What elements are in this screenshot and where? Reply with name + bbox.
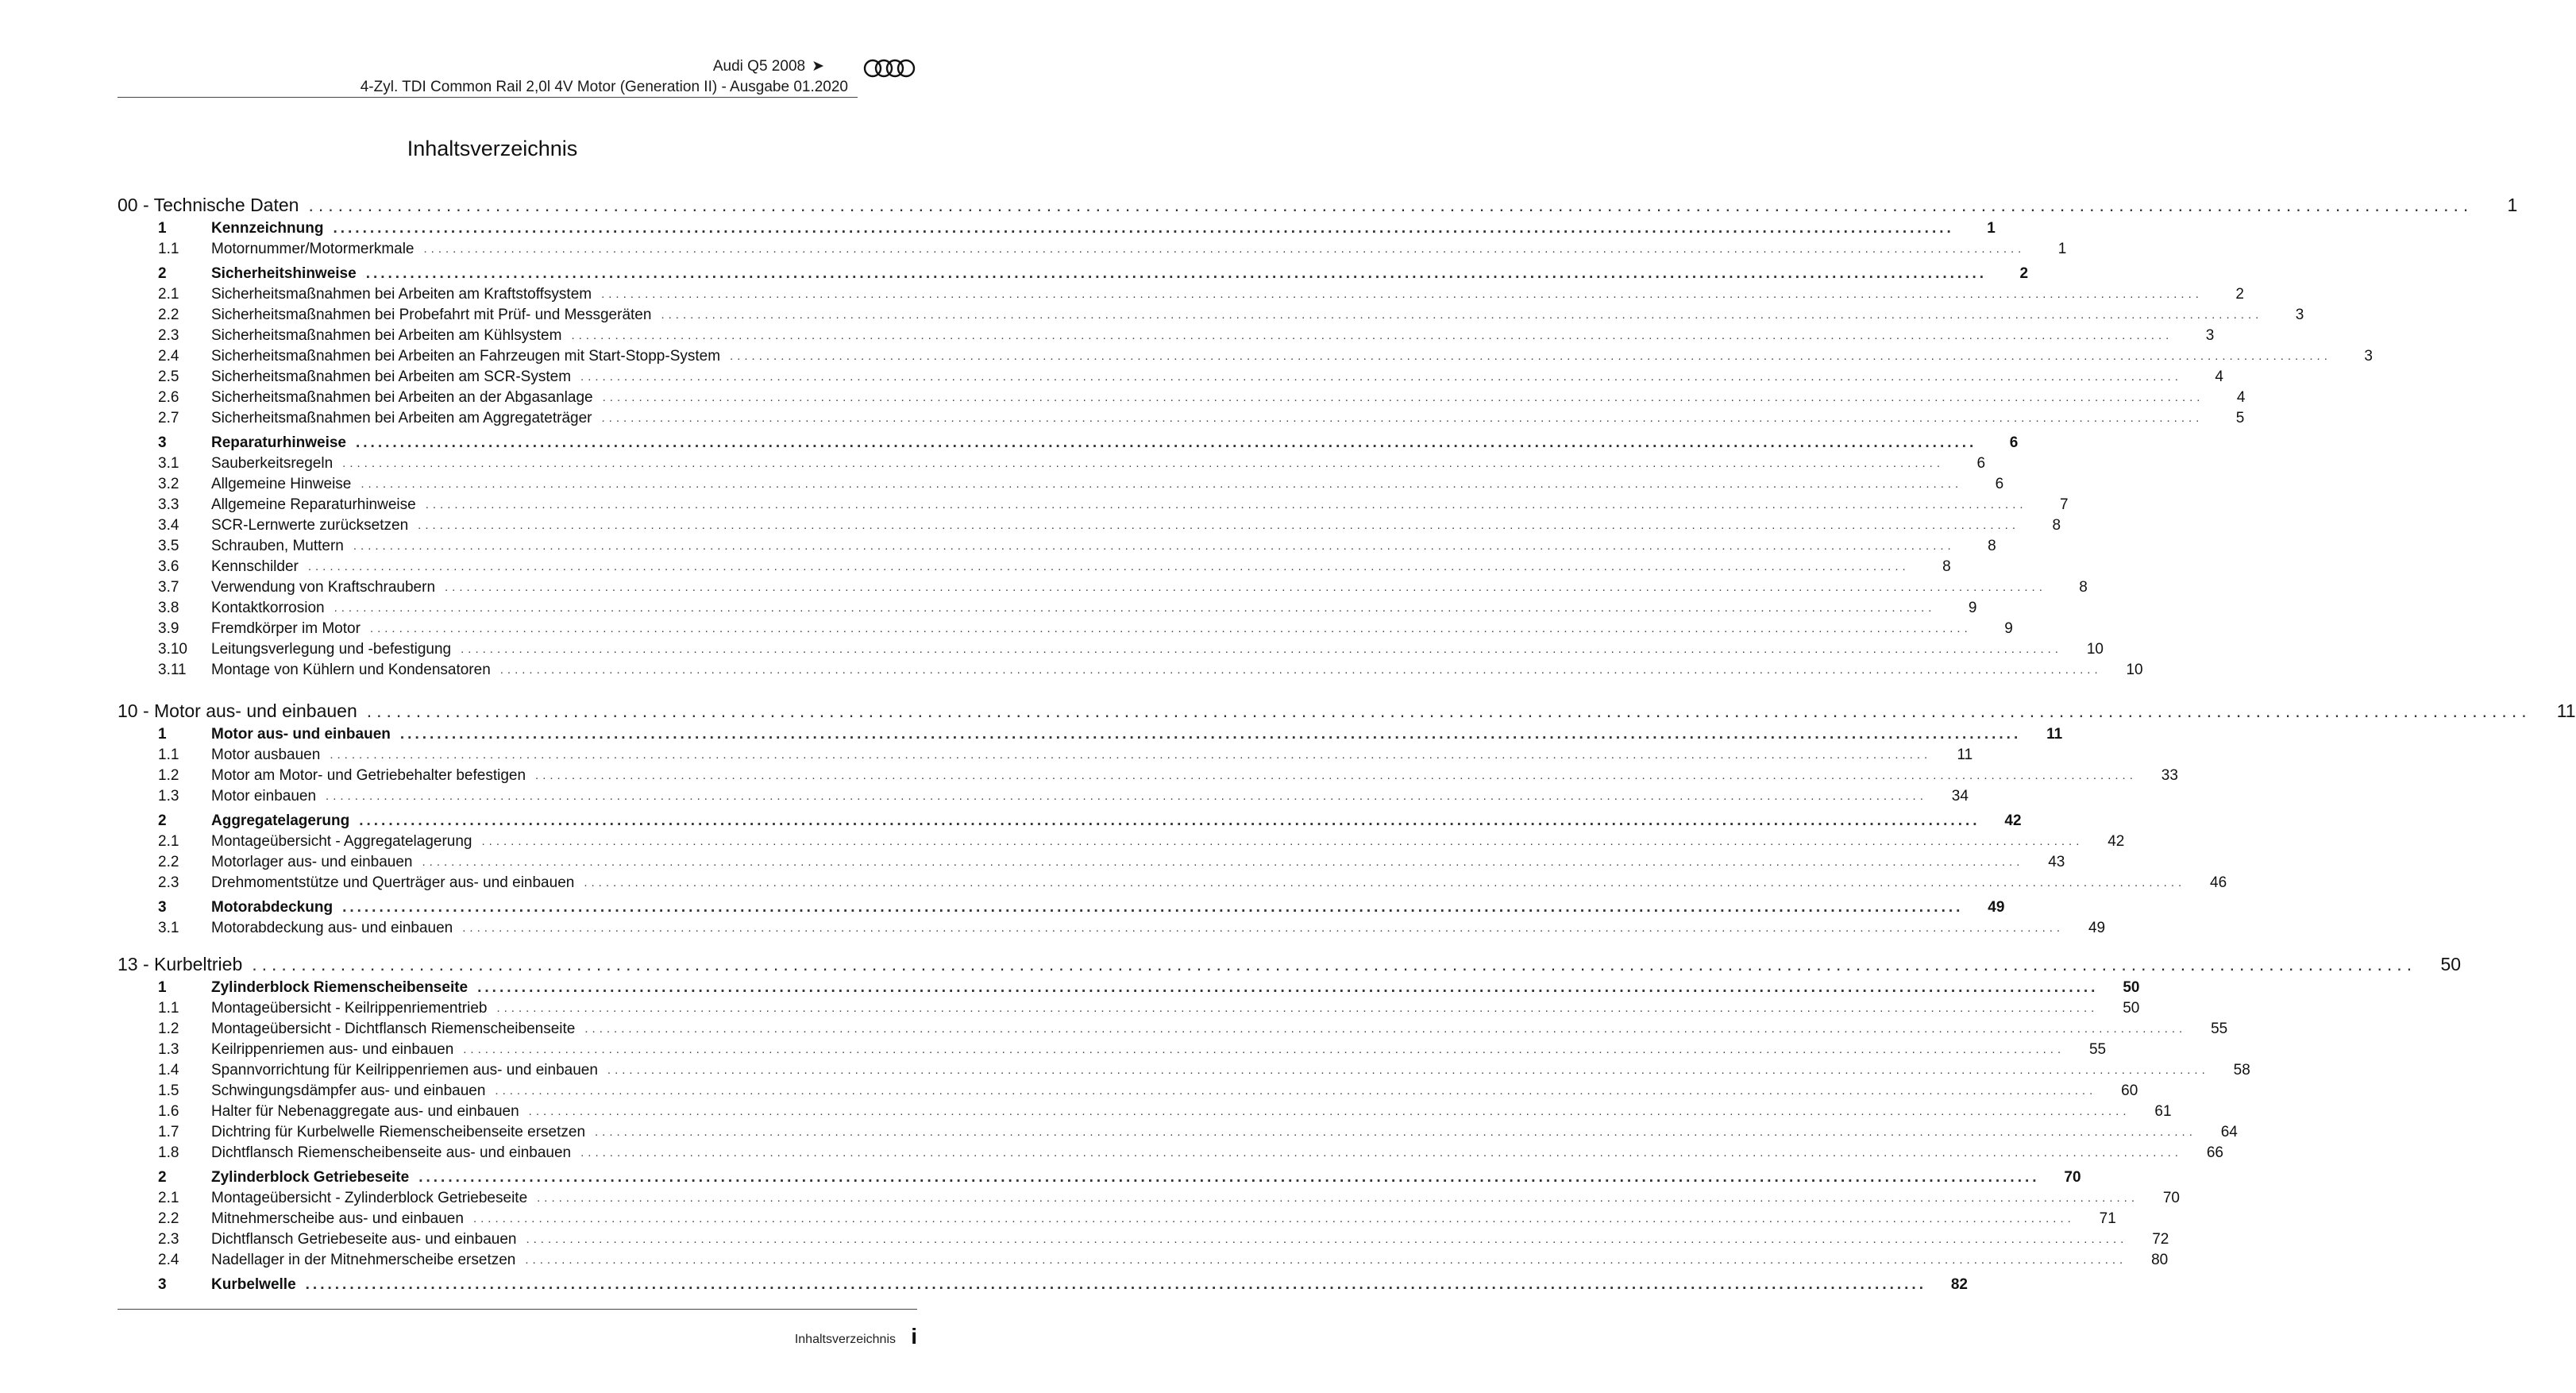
dot-leader: ............................................................................................................................................................................................................................ <box>461 642 2062 656</box>
footer-label: Inhaltsverzeichnis <box>794 1333 896 1346</box>
toc-entry-number: 2.1 <box>158 833 179 850</box>
toc-section-page: 1 <box>1987 220 1996 237</box>
toc-entry-label: Dichtring für Kurbelwelle Riemenscheibenseite ersetzen <box>211 1124 586 1140</box>
toc-entry-label: Sicherheitsmaßnahmen bei Arbeiten am SCR-System <box>211 369 572 385</box>
toc-section-label: Zylinderblock Getriebeseite <box>211 1169 410 1186</box>
toc-section-page: 70 <box>2064 1169 2081 1186</box>
toc-entry-page: 71 <box>2099 1210 2116 1227</box>
toc-entry-page: 8 <box>2052 517 2061 534</box>
toc-section[interactable] <box>158 1167 2081 1188</box>
dot-leader: ............................................................................................................................................................................................................................ <box>425 498 2027 511</box>
dot-leader: ............................................................................................................................................................................................................................ <box>330 748 1932 762</box>
toc-entry-label: Sicherheitsmaßnahmen bei Arbeiten an der Abgasanlage <box>211 389 593 406</box>
toc-section-page: 2 <box>2019 265 2029 282</box>
toc-entry[interactable] <box>158 852 2065 873</box>
toc-section-page: 6 <box>2009 434 2019 451</box>
toc-section-number: 2 <box>158 812 167 829</box>
toc-entry-number: 1.4 <box>158 1062 179 1079</box>
toc-section[interactable] <box>158 811 2022 832</box>
toc-entry[interactable] <box>158 453 1986 474</box>
toc-section-number: 2 <box>158 265 167 282</box>
toc-entry-label: Dichtflansch Riemenscheibenseite aus- und einbauen <box>211 1144 572 1161</box>
dot-leader: ............................................................................................................................................................................................................................ <box>252 954 2417 974</box>
dot-leader: ............................................................................................................................................................................................................................ <box>418 1169 2040 1186</box>
toc-section-page: 42 <box>2004 812 2022 829</box>
toc-entry-page: 49 <box>2088 920 2106 936</box>
toc-entry-label: Kennschilder <box>211 558 299 575</box>
dot-leader: ............................................................................................................................................................................................................................ <box>537 1191 2138 1205</box>
toc-section-number: 2 <box>158 1169 167 1186</box>
toc-entry-number: 3.5 <box>158 538 179 554</box>
dot-leader: ............................................................................................................................................................................................................................ <box>595 1125 2196 1139</box>
toc-entry-number: 1.1 <box>158 1000 179 1017</box>
toc-entry-label: Verwendung von Kraftschraubern <box>211 579 436 596</box>
toc-entry-label: Allgemeine Hinweise <box>211 476 352 492</box>
toc-entry-label: Kontaktkorrosion <box>211 600 325 616</box>
dot-leader: ............................................................................................................................................................................................................................ <box>418 519 2020 532</box>
dot-leader: ............................................................................................................................................................................................................................ <box>359 812 1980 829</box>
toc-entry-page: 10 <box>2086 641 2104 658</box>
toc-entry[interactable] <box>158 1209 2116 1229</box>
toc-entry[interactable] <box>158 577 2088 598</box>
toc-entry-number: 2.2 <box>158 854 179 870</box>
toc-section[interactable] <box>158 264 2029 284</box>
toc-entry-page: 3 <box>2364 348 2373 365</box>
toc-entry-number: 3.4 <box>158 517 179 534</box>
toc-entry-label: Leitungsverlegung und -befestigung <box>211 641 452 658</box>
toc-entry-page: 8 <box>1942 558 1951 575</box>
toc-section-number: 3 <box>158 899 167 916</box>
toc-entry[interactable] <box>158 536 1996 557</box>
toc-entry[interactable] <box>158 873 2227 893</box>
toc-entry-label: Sicherheitsmaßnahmen bei Arbeiten am Kühlsystem <box>211 327 562 344</box>
toc-entry-page: 33 <box>2161 767 2178 784</box>
dot-leader: ............................................................................................................................................................................................................................ <box>445 581 2046 594</box>
dot-leader: ............................................................................................................................................................................................................................ <box>481 835 2084 848</box>
toc-entry[interactable] <box>158 495 2069 515</box>
toc-chapter[interactable] <box>118 193 2518 217</box>
toc-entry[interactable] <box>158 832 2125 852</box>
dot-leader: ............................................................................................................................................................................................................................ <box>601 287 2203 301</box>
dot-leader: ............................................................................................................................................................................................................................ <box>333 220 1954 237</box>
toc-entry-page: 8 <box>2079 579 2088 596</box>
toc-entry-label: Montageübersicht - Keilrippenriementrieb <box>211 1000 488 1017</box>
dot-leader: ............................................................................................................................................................................................................................ <box>496 1001 2099 1015</box>
toc-section-number: 1 <box>158 979 167 996</box>
toc-section-page: 11 <box>2046 726 2063 743</box>
toc-entry[interactable] <box>158 766 2178 786</box>
footer-divider <box>118 1309 917 1310</box>
toc-entry-page: 9 <box>2004 620 2013 637</box>
toc-chapter[interactable] <box>118 699 2576 723</box>
toc-entry-label: Motor am Motor- und Getriebehalter befestigen <box>211 767 526 784</box>
toc-chapter-page: 11 <box>2556 700 2576 721</box>
toc-entry[interactable] <box>158 1102 2172 1122</box>
dot-leader: ............................................................................................................................................................................................................................ <box>495 1084 2097 1098</box>
toc-entry-number: 2.7 <box>158 410 179 426</box>
dot-leader: ............................................................................................................................................................................................................................ <box>423 242 2026 256</box>
toc-entry-number: 2.2 <box>158 307 179 323</box>
toc-entry-page: 3 <box>2205 327 2215 344</box>
audi-rings-logo <box>863 58 916 79</box>
toc-section-number: 3 <box>158 1276 167 1293</box>
toc-entry-label: Mitnehmerscheibe aus- und einbauen <box>211 1210 464 1227</box>
toc-entry-label: Spannvorrichtung für Keilrippenriemen aus- und einbauen <box>211 1062 598 1079</box>
toc-section-label: Motor aus- und einbauen <box>211 726 391 743</box>
dot-leader: ............................................................................................................................................................................................................................ <box>308 195 2474 215</box>
dot-leader: ............................................................................................................................................................................................................................ <box>422 855 2024 869</box>
toc-entry[interactable] <box>158 1081 2138 1102</box>
toc-entry-page: 34 <box>1951 788 1969 805</box>
toc-entry-number: 2.6 <box>158 389 179 406</box>
dot-leader: ............................................................................................................................................................................................................................ <box>353 539 1955 553</box>
dot-leader: ............................................................................................................................................................................................................................ <box>334 601 1936 615</box>
toc-entry-page: 3 <box>2295 307 2304 323</box>
dot-leader: ............................................................................................................................................................................................................................ <box>399 726 2022 743</box>
toc-entry[interactable] <box>158 918 2106 939</box>
toc-entry-page: 5 <box>2235 410 2245 426</box>
toc-entry[interactable] <box>158 408 2245 429</box>
toc-entry-label: Drehmomentstütze und Querträger aus- und einbauen <box>211 874 575 891</box>
toc-entry-label: Motor einbauen <box>211 788 317 805</box>
toc-entry-number: 2.3 <box>158 874 179 891</box>
toc-section[interactable] <box>158 897 2005 918</box>
toc-entry[interactable] <box>158 598 1977 619</box>
toc-section-label: Aggregatelagerung <box>211 812 350 829</box>
header-divider <box>118 97 858 98</box>
toc-section[interactable] <box>158 1275 1968 1295</box>
toc-entry-page: 55 <box>2088 1041 2107 1058</box>
toc-entry[interactable] <box>158 786 1969 807</box>
dot-leader: ............................................................................................................................................................................................................................ <box>342 457 1945 470</box>
toc-entry-label: Schrauben, Muttern <box>211 538 344 554</box>
toc-entry-number: 3.1 <box>158 455 179 472</box>
toc-entry-page: 46 <box>2210 874 2227 891</box>
dot-leader: ............................................................................................................................................................................................................................ <box>365 265 1988 282</box>
toc-section-page: 50 <box>2123 979 2140 996</box>
toc-entry-label: Motorlager aus- und einbauen <box>211 854 413 870</box>
toc-chapter-label: 13 - Kurbeltrieb <box>118 954 243 974</box>
toc-entry-page: 80 <box>2151 1252 2169 1268</box>
toc-entry-number: 2.3 <box>158 1231 179 1248</box>
toc-entry-number: 1.7 <box>158 1124 179 1140</box>
toc-entry-number: 1.2 <box>158 767 179 784</box>
toc-entry-number: 2.1 <box>158 286 179 303</box>
toc-entry-number: 3.7 <box>158 579 179 596</box>
dot-leader: ............................................................................................................................................................................................................................ <box>525 1253 2127 1267</box>
dot-leader: ............................................................................................................................................................................................................................ <box>661 308 2263 322</box>
toc-entry-page: 42 <box>2107 833 2125 850</box>
toc-section-number: 3 <box>158 434 167 451</box>
toc-entry[interactable] <box>158 388 2246 408</box>
toc-entry-number: 1.6 <box>158 1103 179 1120</box>
toc-section[interactable] <box>158 978 2140 998</box>
dot-leader: ............................................................................................................................................................................................................................ <box>326 789 1927 803</box>
toc-entry-number: 1.8 <box>158 1144 179 1161</box>
toc-entry[interactable] <box>158 1060 2250 1081</box>
toc-entry-label: Sicherheitsmaßnahmen bei Arbeiten an Fahrzeugen mit Start-Stopp-System <box>211 348 721 365</box>
toc-chapter-page: 50 <box>2440 954 2462 974</box>
toc-entry-number: 2.5 <box>158 369 179 385</box>
toc-entry-label: Fremdkörper im Motor <box>211 620 361 637</box>
toc-section[interactable] <box>158 218 1996 239</box>
dot-leader: ............................................................................................................................................................................................................................ <box>462 921 2065 935</box>
header-model-text: Audi Q5 2008 <box>712 58 806 75</box>
toc-entry-page: 11 <box>1957 747 1973 763</box>
toc-section-label: Zylinderblock Riemenscheibenseite <box>211 979 469 996</box>
toc-entry[interactable] <box>158 239 2067 260</box>
toc-section-page: 49 <box>1988 899 2005 916</box>
page-title: Inhaltsverzeichnis <box>407 137 578 160</box>
toc-entry[interactable] <box>158 745 1973 766</box>
toc-entry-label: Halter für Nebenaggregate aus- und einbauen <box>211 1103 519 1120</box>
toc-entry[interactable] <box>158 1143 2223 1163</box>
toc-entry-label: Motor ausbauen <box>211 747 321 763</box>
toc-entry-label: Nadellager in der Mitnehmerscheibe ersetzen <box>211 1252 516 1268</box>
toc-entry[interactable] <box>158 660 2143 681</box>
dot-leader: ............................................................................................................................................................................................................................ <box>369 622 1972 635</box>
toc-entry[interactable] <box>158 557 1951 577</box>
toc-entry-number: 2.4 <box>158 348 179 365</box>
toc-section[interactable] <box>158 724 2063 745</box>
toc-entry-page: 6 <box>1976 455 1986 472</box>
toc-entry[interactable] <box>158 998 2140 1019</box>
toc-entry-number: 1.1 <box>158 747 179 763</box>
toc-entry-label: Allgemeine Reparaturhinweise <box>211 496 416 513</box>
toc-entry-number: 1.5 <box>158 1082 179 1099</box>
dot-leader: ............................................................................................................................................................................................................................ <box>580 1146 2182 1160</box>
toc-entry-label: SCR-Lernwerte zurücksetzen <box>211 517 409 534</box>
dot-leader: ............................................................................................................................................................................................................................ <box>356 434 1977 451</box>
toc-entry-page: 43 <box>2048 854 2065 870</box>
toc-entry[interactable] <box>158 1188 2180 1209</box>
toc-entry[interactable] <box>158 515 2061 536</box>
footer-page-number: i <box>911 1324 917 1349</box>
toc-entry-page: 61 <box>2154 1103 2172 1120</box>
toc-entry-label: Sicherheitsmaßnahmen bei Arbeiten am Aggregateträger <box>211 410 592 426</box>
toc-chapter-label: 10 - Motor aus- und einbauen <box>118 700 357 721</box>
dot-leader: ............................................................................................................................................................................................................................ <box>601 411 2204 425</box>
toc-entry-label: Sicherheitsmaßnahmen bei Probefahrt mit Prüf- und Messgeräten <box>211 307 652 323</box>
toc-entry-label: Motornummer/Motormerkmale <box>211 241 415 257</box>
dot-leader: ............................................................................................................................................................................................................................ <box>571 329 2173 342</box>
dot-leader: ............................................................................................................................................................................................................................ <box>499 663 2102 677</box>
dot-leader: ............................................................................................................................................................................................................................ <box>584 1022 2187 1036</box>
toc-section-label: Motorabdeckung <box>211 899 334 916</box>
toc-entry-number: 3.9 <box>158 620 179 637</box>
toc-section-label: Kennzeichnung <box>211 220 324 237</box>
toc-entry-page: 70 <box>2162 1190 2180 1206</box>
toc-entry[interactable] <box>158 619 2013 639</box>
toc-entry-number: 3.10 <box>158 641 187 658</box>
toc-entry-label: Montageübersicht - Aggregatelagerung <box>211 833 472 850</box>
toc-entry-page: 4 <box>2215 369 2223 385</box>
toc-section[interactable] <box>158 433 2019 453</box>
toc-entry-number: 3.3 <box>158 496 179 513</box>
arrow-icon: ➤ <box>812 58 824 75</box>
toc-entry-number: 3.6 <box>158 558 179 575</box>
toc-entry-label: Schwingungsdämpfer aus- und einbauen <box>211 1082 486 1099</box>
toc-entry[interactable] <box>158 1122 2238 1143</box>
toc-entry[interactable] <box>158 1019 2228 1040</box>
toc-entry-label: Dichtflansch Getriebeseite aus- und einbauen <box>211 1231 517 1248</box>
dot-leader: ............................................................................................................................................................................................................................ <box>305 1276 1926 1293</box>
toc-entry-number: 1.3 <box>158 1041 179 1058</box>
toc-section-label: Kurbelwelle <box>211 1276 296 1293</box>
toc-entry-number: 3.11 <box>158 662 187 678</box>
dot-leader: ............................................................................................................................................................................................................................ <box>602 391 2204 404</box>
dot-leader: ............................................................................................................................................................................................................................ <box>607 1063 2209 1077</box>
toc-entry-number: 2.1 <box>158 1190 179 1206</box>
toc-entry[interactable] <box>158 367 2223 388</box>
toc-entry-page: 1 <box>2057 241 2067 257</box>
toc-chapter-page: 1 <box>2507 195 2518 215</box>
toc-entry-page: 4 <box>2236 389 2246 406</box>
dot-leader: ............................................................................................................................................................................................................................ <box>526 1233 2128 1246</box>
dot-leader: ............................................................................................................................................................................................................................ <box>477 979 2099 996</box>
toc-chapter[interactable] <box>118 952 2462 976</box>
toc-entry-number: 2.4 <box>158 1252 179 1268</box>
toc-entry-label: Sicherheitsmaßnahmen bei Arbeiten am Kraftstoffsystem <box>211 286 592 303</box>
toc-entry-page: 58 <box>2233 1062 2250 1079</box>
toc-entry-number: 2.2 <box>158 1210 179 1227</box>
toc-section-number: 1 <box>158 220 167 237</box>
toc-entry-page: 64 <box>2220 1124 2238 1140</box>
toc-entry-label: Montageübersicht - Dichtflansch Riemenscheibenseite <box>211 1021 576 1037</box>
dot-leader: ............................................................................................................................................................................................................................ <box>535 769 2137 782</box>
toc-entry-page: 9 <box>1968 600 1977 616</box>
toc-entry-page: 7 <box>2059 496 2069 513</box>
toc-entry-page: 10 <box>2126 662 2143 678</box>
dot-leader: ............................................................................................................................................................................................................................ <box>361 477 1963 491</box>
toc-entry[interactable] <box>158 639 2104 660</box>
toc-entry-number: 2.3 <box>158 327 179 344</box>
toc-entry-number: 1.3 <box>158 788 179 805</box>
dot-leader: ............................................................................................................................................................................................................................ <box>528 1105 2131 1118</box>
toc-entry[interactable] <box>158 474 2004 495</box>
dot-leader: ............................................................................................................................................................................................................................ <box>366 700 2532 721</box>
toc-entry[interactable] <box>158 1250 2169 1271</box>
toc-entry-number: 3.1 <box>158 920 179 936</box>
dot-leader: ............................................................................................................................................................................................................................ <box>730 349 2331 363</box>
dot-leader: ............................................................................................................................................................................................................................ <box>580 370 2182 384</box>
toc-entry[interactable] <box>158 1040 2107 1060</box>
toc-entry-page: 8 <box>1988 538 1996 554</box>
toc-entry[interactable] <box>158 346 2373 367</box>
toc-section-page: 82 <box>1950 1276 1968 1293</box>
toc-entry-label: Montage von Kühlern und Kondensatoren <box>211 662 491 678</box>
toc-entry[interactable] <box>158 305 2304 326</box>
toc-entry-page: 66 <box>2206 1144 2223 1161</box>
toc-entry-number: 3.2 <box>158 476 179 492</box>
toc-entry-page: 72 <box>2152 1231 2169 1248</box>
toc-section-label: Sicherheitshinweise <box>211 265 357 282</box>
toc-entry-label: Sauberkeitsregeln <box>211 455 334 472</box>
dot-leader: ............................................................................................................................................................................................................................ <box>463 1043 2065 1056</box>
toc-entry-number: 1.1 <box>158 241 179 257</box>
toc-entry[interactable] <box>158 326 2215 346</box>
toc-entry[interactable] <box>158 1229 2169 1250</box>
dot-leader: ............................................................................................................................................................................................................................ <box>472 1212 2075 1225</box>
toc-entry-number: 1.2 <box>158 1021 179 1037</box>
header-model <box>713 57 824 76</box>
toc-section-number: 1 <box>158 726 167 743</box>
toc-entry-label: Montageübersicht - Zylinderblock Getriebeseite <box>211 1190 528 1206</box>
toc-entry[interactable] <box>158 284 2244 305</box>
toc-entry-page: 2 <box>2235 286 2244 303</box>
toc-entry-page: 55 <box>2211 1021 2228 1037</box>
dot-leader: ............................................................................................................................................................................................................................ <box>342 899 1964 916</box>
toc-entry-label: Motorabdeckung aus- und einbauen <box>211 920 453 936</box>
toc-section-label: Reparaturhinweise <box>211 434 346 451</box>
toc-chapter-label: 00 - Technische Daten <box>118 195 299 215</box>
dot-leader: ............................................................................................................................................................................................................................ <box>584 876 2186 889</box>
toc-entry-page: 60 <box>2121 1082 2138 1099</box>
toc-entry-page: 50 <box>2123 1000 2140 1017</box>
toc-entry-label: Keilrippenriemen aus- und einbauen <box>211 1041 454 1058</box>
toc-entry-number: 3.8 <box>158 600 179 616</box>
dot-leader: ............................................................................................................................................................................................................................ <box>307 560 1910 573</box>
toc-entry-page: 6 <box>1995 476 2004 492</box>
header-subtitle: 4-Zyl. TDI Common Rail 2,0l 4V Motor (Generation II) - Ausgabe 01.2020 <box>360 79 848 95</box>
